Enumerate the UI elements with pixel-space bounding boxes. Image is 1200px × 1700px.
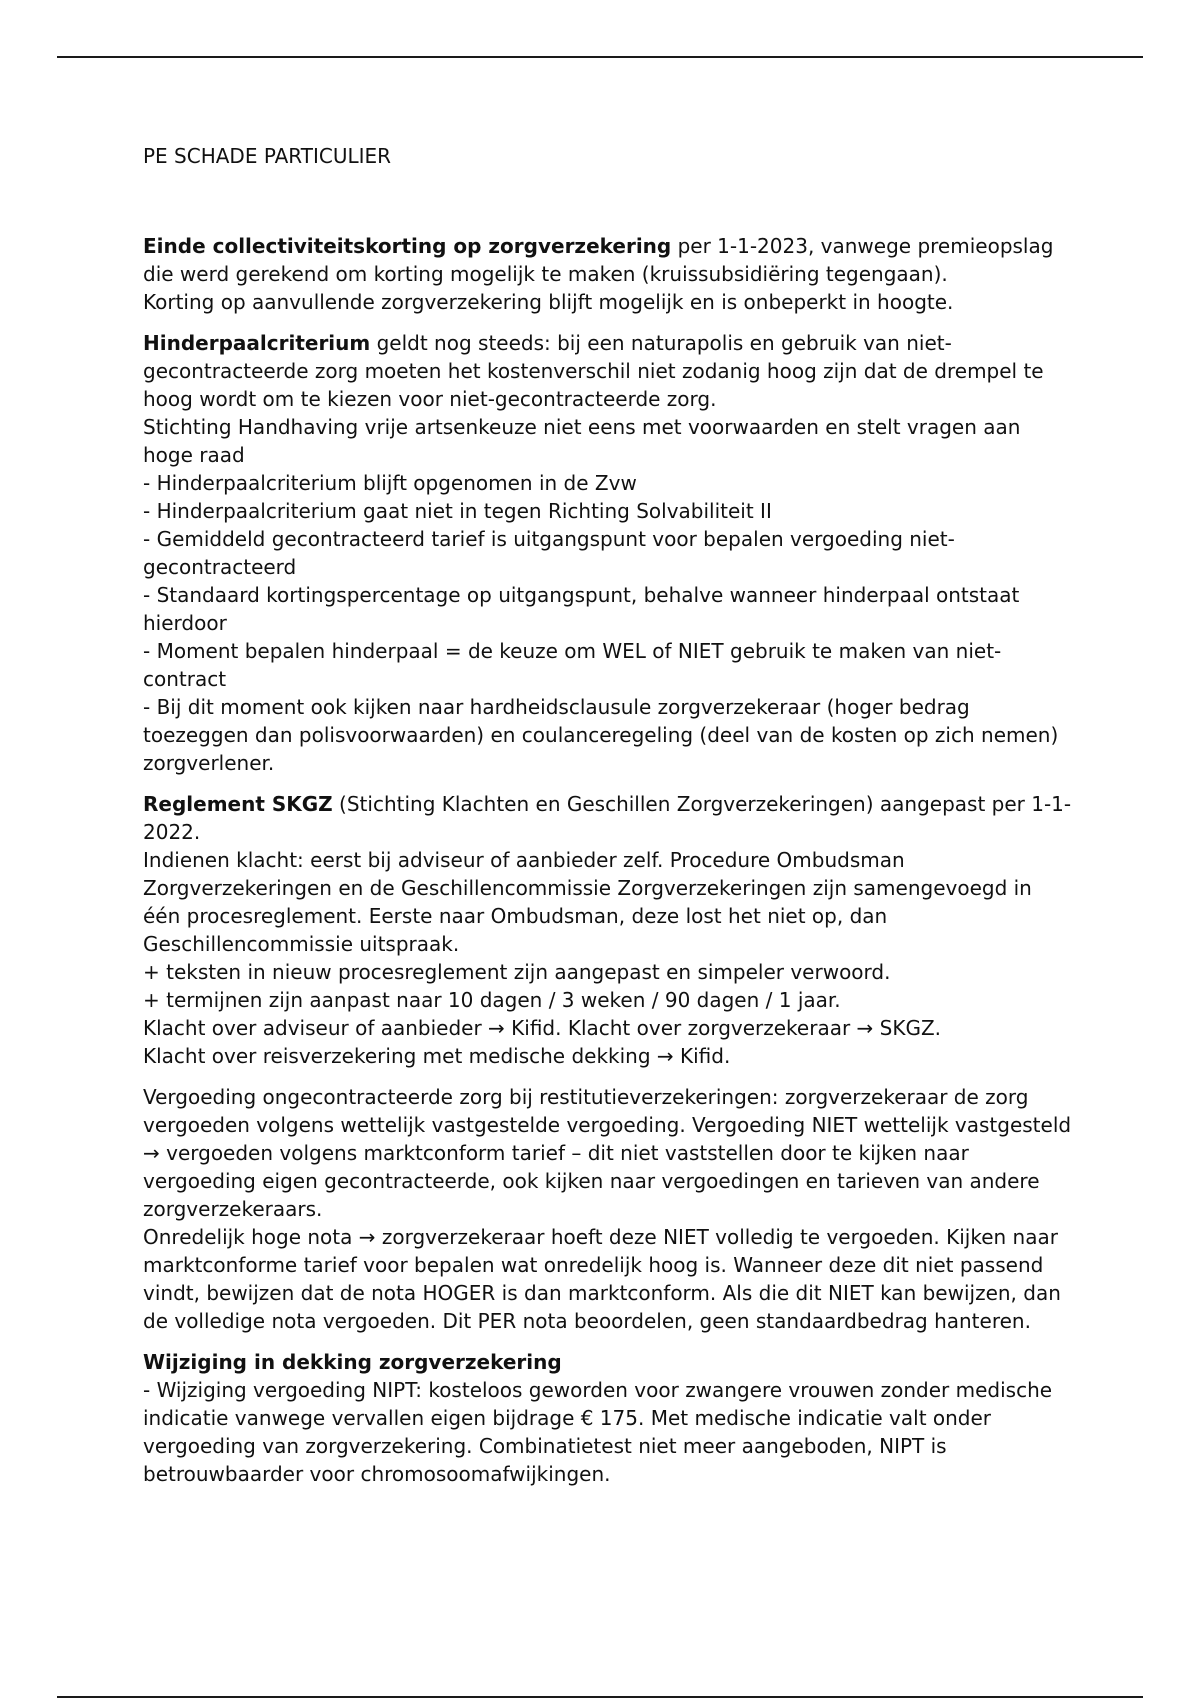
section-paragraph	[143, 329, 1073, 413]
section-text: per 1-1-2023, vanwege premieopslag die werd gerekend om korting mogelijk te maken (kruissubsidiëring tegengaan).	[143, 234, 1054, 286]
section-heading: Hinderpaalcriterium	[143, 331, 371, 355]
top-rule	[57, 56, 1143, 58]
section-wijziging-dekking	[143, 1348, 1073, 1488]
section-heading: Einde collectiviteitskorting op zorgverzekering	[143, 234, 672, 258]
section-paragraph	[143, 232, 1073, 288]
section-paragraph	[143, 790, 1073, 846]
section-line: - Wijziging vergoeding NIPT: kosteloos geworden voor zwangere vrouwen zonder medische indicatie vanwege vervallen eigen bijdrage € 175. Met medische indicatie valt onder vergoeding van zorgverzekering. Combinatietest niet meer aangeboden, NIPT is betrouwbaarder voor chromosoomafwijkingen.	[143, 1378, 1053, 1486]
section-reglement-skgz	[143, 790, 1073, 1070]
section-hinderpaalcriterium	[143, 329, 1073, 777]
section-line: Onredelijk hoge nota → zorgverzekeraar hoeft deze NIET volledig te vergoeden. Kijken naar marktconforme tarief voor bepalen wat onredelijk hoog is. Wanneer deze dit niet passend vindt, bewijzen dat de nota HOGER is dan marktconform. Als die dit NIET kan bewijzen, dan de volledige nota vergoeden. Dit PER nota beoordelen, geen standaardbedrag hanteren.	[143, 1225, 1061, 1333]
document-body	[143, 142, 1073, 1501]
section-line: Indienen klacht: eerst bij adviseur of aanbieder zelf. Procedure Ombudsman Zorgverzekeringen en de Geschillencommissie Zorgverzekeringen zijn samengevoegd in één procesreglement. Eerste naar Ombudsman, deze lost het niet op, dan Geschillencommissie uitspraak.	[143, 848, 1032, 956]
section-text: geldt nog steeds: bij een naturapolis en gebruik van niet-gecontracteerde zorg moeten het kostenverschil niet zodanig hoog zijn dat de drempel te hoog wordt om te kiezen voor niet-gecontracteerde zorg.	[143, 331, 1044, 411]
bullet-item: - Standaard kortingspercentage op uitgangspunt, behalve wanneer hinderpaal ontstaat hierdoor	[143, 583, 1020, 635]
section-line: Klacht over adviseur of aanbieder → Kifid. Klacht over zorgverzekeraar → SKGZ.	[143, 1016, 942, 1040]
section-line: Klacht over reisverzekering met medische dekking → Kifid.	[143, 1044, 731, 1068]
section-text: (Stichting Klachten en Geschillen Zorgverzekeringen) aangepast per 1-1-2022.	[143, 792, 1072, 844]
section-collectiviteitskorting	[143, 232, 1073, 316]
section-heading: Reglement SKGZ	[143, 792, 333, 816]
section-line: Stichting Handhaving vrije artsenkeuze niet eens met voorwaarden en stelt vragen aan hoge raad	[143, 415, 1021, 467]
bullet-item: - Hinderpaalcriterium blijft opgenomen in de Zvw	[143, 471, 637, 495]
section-line: + termijnen zijn aanpast naar 10 dagen / 3 weken / 90 dagen / 1 jaar.	[143, 988, 841, 1012]
bullet-item: - Gemiddeld gecontracteerd tarief is uitgangspunt voor bepalen vergoeding niet-gecontracteerd	[143, 527, 955, 579]
section-line: Korting op aanvullende zorgverzekering blijft mogelijk en is onbeperkt in hoogte.	[143, 290, 954, 314]
bottom-rule	[57, 1696, 1143, 1698]
section-heading: Wijziging in dekking zorgverzekering	[143, 1350, 562, 1374]
page-header: PE SCHADE PARTICULIER	[143, 144, 392, 168]
section-line: Vergoeding ongecontracteerde zorg bij restitutieverzekeringen: zorgverzekeraar de zorg vergoeden volgens wettelijk vastgestelde vergoeding. Vergoeding NIET wettelijk vastgesteld → vergoeden volgens marktconform tarief – dit niet vaststellen door te kijken naar vergoeding eigen gecontracteerde, ook kijken naar vergoedingen en tarieven van andere zorgverzekeraars.	[143, 1085, 1072, 1221]
bullet-item: - Bij dit moment ook kijken naar hardheidsclausule zorgverzekeraar (hoger bedrag toezeggen dan polisvoorwaarden) en coulanceregeling (deel van de kosten op zich nemen) zorgverlener.	[143, 695, 1059, 775]
section-vergoeding-ongecontracteerde-zorg	[143, 1083, 1073, 1335]
bullet-item: - Hinderpaalcriterium gaat niet in tegen Richting Solvabiliteit II	[143, 499, 772, 523]
section-line: + teksten in nieuw procesreglement zijn aangepast en simpeler verwoord.	[143, 960, 891, 984]
bullet-item: - Moment bepalen hinderpaal = de keuze om WEL of NIET gebruik te maken van niet-contract	[143, 639, 1002, 691]
